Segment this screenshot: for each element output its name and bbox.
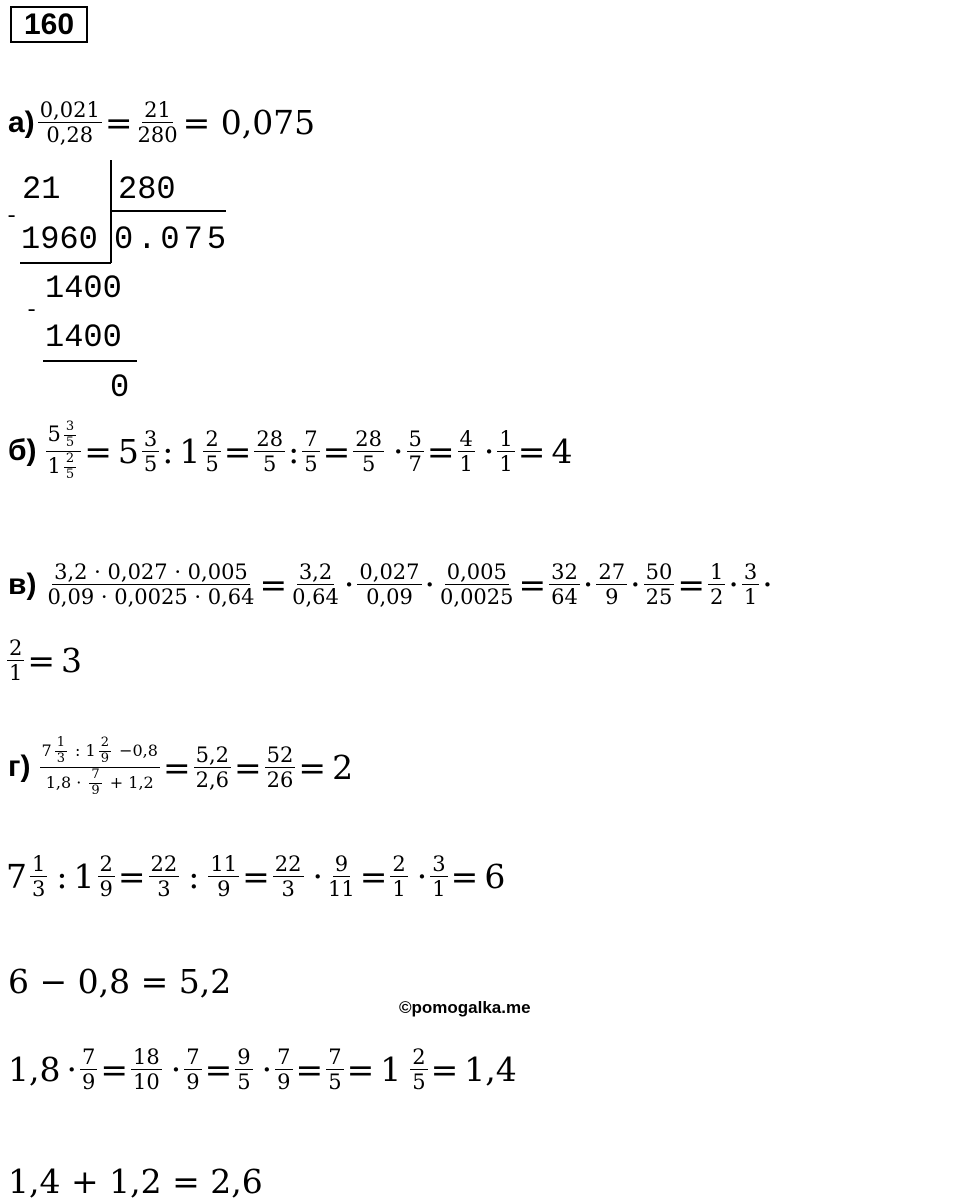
fraction: $\frac{1}{2}$ [710,560,724,610]
step-line-1: 7 1 3 : 1 $\frac{2}{9}$ = $\frac{22}{3}$ : $\frac{11}{9}$ = $\frac{22}{3}$ · $\frac{9}{11}$ = $\frac{2}{1}$ · $\frac{3}{1}$ = 6 [6,852,506,902]
step-line-3-result: 1,4 [464,1050,517,1090]
complex-fraction: 5 $\frac{3}{5}$ 1 $\frac{2}{5}$ [46,420,82,483]
fraction: $\frac{2}{5}$ [412,1045,426,1095]
fraction: $\frac{7}{9}$ [277,1045,291,1095]
part-g-equation: г) 7 $\frac{1}{3}$ : 1 $\frac{2}{9}$ −0,8 1,8 · $\frac{7}{9}$ + 1,2 = $\frac{5,2}{2,6}$ = $\frac{52}{26}$ = 2 [8,735,354,798]
fraction: $\frac{2}{5}$ [205,426,219,476]
fraction: $\frac{2}{9}$ [99,852,113,902]
complex-fraction: 7 $\frac{1}{3}$ : 1 $\frac{2}{9}$ −0,8 1,8 · $\frac{7}{9}$ + 1,2 [41,735,158,798]
fraction: $\frac{21}{280}$ [137,98,178,148]
fraction: $\frac{11}{9}$ [210,852,238,902]
part-v-continuation: $\frac{2}{1}$ = 3 [9,636,83,686]
part-v-equation: в) $\frac{3,2 \cdot 0,027 \cdot 0,005}{0,09 \cdot 0,0025 \cdot 0,64}$ = $\frac{3,2}{0,64}$ · 0,027 0,09 · $\frac{0,005}{0,0025}$ = $\frac{32}{64}$ · 27 9 · $\frac{50}{25}$ = $\frac{1}{2}$ · 3 1 · [8,560,773,610]
fraction: 3 5 [143,426,158,476]
fraction: $\frac{1}{1}$ [499,426,513,476]
fraction: $\frac{7}{5}$ [304,426,318,476]
division-remainder-1: 1400 [45,270,122,307]
fraction: $\frac{3,2}{0,64}$ [292,560,339,610]
fraction: 3 1 [743,560,758,610]
part-v-result: 3 [61,641,83,681]
fraction: $\frac{0,021}{0,28}$ [39,98,100,148]
fraction: $\frac{22}{3}$ [274,852,302,902]
division-quotient: 0.075 [114,221,231,258]
part-b-equation: б) 5 $\frac{3}{5}$ 1 $\frac{2}{5}$ = 5 3 5 : 1 $\frac{2}{5}$ = $\frac{28}{5}$ : $\frac{7}{5}$ = $\frac{28}{5}$ · $\frac{5}{7}$ = $\frac{4}{1}$ · $\frac{1}{1}$ = 4 [8,419,573,482]
fraction: $\frac{50}{25}$ [645,560,673,610]
fraction: $\frac{3}{1}$ [432,852,446,902]
division-final-remainder: 0 [110,369,130,406]
fraction: $\frac{7}{9}$ [186,1045,200,1095]
fraction: $\frac{0,005}{0,0025}$ [440,560,514,610]
fraction: $\frac{28}{5}$ [256,426,284,476]
fraction: $\frac{9}{5}$ [237,1045,251,1095]
fraction: 27 9 [598,560,626,610]
part-a-label: а) [8,105,35,139]
watermark: ©pomogalka.me [399,998,531,1017]
part-g-result: 2 [332,747,354,787]
part-a-equation: а) $\frac{0,021}{0,28}$ = $\frac{21}{280}$ = 0,075 [8,98,316,148]
minus-sign: - [5,204,19,229]
fraction: $\frac{2}{1}$ [9,636,23,686]
step-line-1-result: 6 [484,857,506,897]
division-dividend: 21 [22,171,61,208]
part-b-label: б) [8,434,37,468]
fraction: 0,027 0,09 [359,560,420,610]
fraction: $\frac{5,2}{2,6}$ [195,742,230,792]
fraction: $\frac{7}{5}$ [328,1045,342,1095]
fraction: $\frac{4}{1}$ [459,426,473,476]
fraction: $\frac{7}{9}$ [81,1045,96,1095]
fraction: $\frac{28}{5}$ [355,426,382,476]
minus-sign: - [25,298,39,323]
fraction: $\frac{22}{3}$ [150,852,178,902]
fraction: $\frac{32}{64}$ [551,560,578,610]
division-subtrahend-2: 1400 [45,319,122,356]
fraction: $\frac{2}{1}$ [392,852,406,902]
problem-number-box [10,6,88,43]
part-a-result: = 0,075 [182,103,316,143]
step-line-3: 1,8 · $\frac{7}{9}$ = $\frac{18}{10}$ · $\frac{7}{9}$ = $\frac{9}{5}$ · $\frac{7}{9}$ = $\frac{7}{5}$ = 1 $\frac{2}{5}$ = 1,4 [8,1045,517,1095]
fraction: $\frac{5}{7}$ [408,426,422,476]
division-divisor: 280 [118,171,176,208]
division-underline-1 [20,262,111,264]
fraction: $\frac{52}{26}$ [266,742,294,792]
step-line-2: 6 − 0,8 = 5,2 [8,962,232,1001]
part-b-result: 4 [551,431,573,471]
fraction: $\frac{3,2 \cdot 0,027 \cdot 0,005}{0,09 \cdot 0,0025 \cdot 0,64}$ [47,560,255,610]
step-line-4: 1,4 + 1,2 = 2,6 [8,1162,263,1201]
division-quotient-line [110,210,226,212]
division-underline-2 [43,360,137,362]
part-v-label: в) [8,567,37,601]
fraction: $\frac{9}{11}$ [328,852,355,902]
part-g-label: г) [8,750,31,784]
fraction: 1 3 [32,852,46,902]
fraction: $\frac{18}{10}$ [133,1045,160,1095]
problem-number: 160 [23,7,75,41]
division-subtrahend-1: 1960 [21,221,98,258]
